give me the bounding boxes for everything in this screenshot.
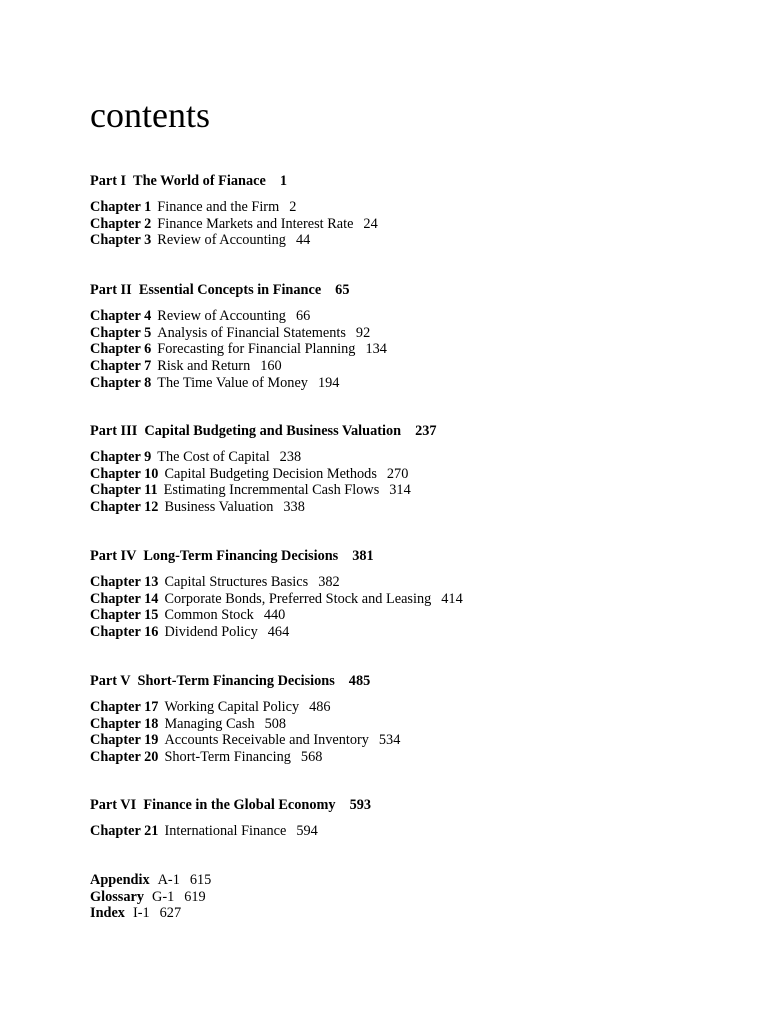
part-heading[interactable] [90,797,750,814]
part-page-number: 485 [348,673,371,689]
chapter-label: Chapter 19 [90,732,159,749]
part-label: Part III [90,423,138,439]
chapter-page-number: 238 [279,449,302,465]
chapter-title: Business Valuation [164,499,274,516]
chapter-page-number: 508 [264,715,287,732]
part-heading[interactable] [90,673,750,690]
chapter-page-number: 160 [260,358,282,375]
chapter-label: Chapter 5 [90,324,152,341]
chapter-label: Chapter 4 [90,308,152,324]
chapter-label: Chapter 2 [90,215,152,232]
part-name: Short-Term Financing Decisions [137,673,335,689]
chapter-entry[interactable] [90,823,750,840]
chapter-entry[interactable] [90,749,750,766]
part-page-number: 381 [352,548,374,564]
chapter-entry[interactable] [90,466,750,483]
chapter-page-number: 486 [309,699,331,715]
part-page-number: 65 [335,282,350,298]
part-label: Part V [90,673,131,689]
part-name: Finance in the Global Economy [143,797,336,813]
chapter-entry[interactable] [90,574,750,591]
chapter-label: Chapter 17 [90,699,159,715]
part-name: Long-Term Financing Decisions [143,548,339,564]
chapter-page-number: 270 [386,465,409,482]
back-matter-page-number: 627 [159,905,182,922]
chapter-title: Review of Accounting [157,308,286,324]
chapter-page-number: 594 [296,823,318,839]
back-matter-label: Index [90,905,125,922]
part-label: Part II [90,282,132,298]
chapter-label: Chapter 11 [90,482,158,499]
chapter-page-number: 2 [289,199,297,215]
part-name: The World of Fianace [133,173,266,189]
chapter-page-number: 134 [365,341,387,358]
chapter-page-number: 534 [378,732,401,749]
chapter-title: Capital Budgeting Decision Methods [164,465,377,482]
part-page-number: 593 [349,797,372,813]
chapter-label: Chapter 15 [90,607,159,624]
chapter-list [90,199,750,249]
back-matter-entry-glossary[interactable] [90,889,750,906]
chapter-label: Chapter 8 [90,374,152,391]
part-4 [90,548,750,641]
chapter-title: Managing Cash [164,715,255,732]
part-6 [90,797,750,840]
chapter-title: Accounts Receivable and Inventory [164,732,369,749]
chapter-page-number: 44 [295,232,311,249]
chapter-label: Chapter 14 [90,590,159,607]
chapter-entry[interactable] [90,624,750,641]
chapter-entry[interactable] [90,375,750,392]
part-label: Part I [90,173,127,189]
chapter-title: International Finance [164,823,287,839]
chapter-list [90,823,750,840]
part-5 [90,673,750,766]
chapter-label: Chapter 16 [90,624,159,641]
chapter-entry[interactable] [90,358,750,375]
chapter-label: Chapter 21 [90,823,159,839]
chapter-entry[interactable] [90,499,750,516]
chapter-entry[interactable] [90,216,750,233]
back-matter-list [90,872,750,922]
back-matter-page-number: 615 [189,872,212,888]
chapter-entry[interactable] [90,325,750,342]
chapter-entry[interactable] [90,699,750,716]
part-heading[interactable] [90,423,750,440]
back-matter-code: G-1 [152,888,175,905]
part-page-number: 237 [415,423,437,439]
chapter-title: Estimating Incremmental Cash Flows [163,482,380,499]
chapter-label: Chapter 20 [90,749,159,766]
chapter-title: Common Stock [164,607,254,624]
chapter-title: Finance Markets and Interest Rate [157,215,354,232]
chapter-title: The Cost of Capital [157,449,270,465]
chapter-entry[interactable] [90,232,750,249]
chapter-page-number: 464 [267,624,290,641]
chapter-list [90,449,750,516]
part-label: Part IV [90,548,137,564]
chapter-list [90,699,750,766]
part-3 [90,423,750,516]
back-matter-code: I-1 [132,905,150,922]
chapter-page-number: 568 [300,749,323,766]
part-heading[interactable] [90,548,750,565]
part-name: Essential Concepts in Finance [138,282,322,298]
chapter-label: Chapter 18 [90,715,159,732]
chapter-page-number: 66 [295,308,311,324]
chapter-entry[interactable] [90,591,750,608]
chapter-entry[interactable] [90,199,750,216]
chapter-entry[interactable] [90,482,750,499]
chapter-entry[interactable] [90,607,750,624]
chapter-page-number: 24 [363,215,378,232]
back-matter-entry-appendix[interactable] [90,872,750,889]
chapter-label: Chapter 10 [90,465,159,482]
part-1 [90,173,750,249]
page-title: contents [90,95,210,135]
chapter-page-number: 194 [317,374,340,391]
part-2 [90,282,750,391]
chapter-label: Chapter 3 [90,232,152,249]
chapter-title: Corporate Bonds, Preferred Stock and Leasing [164,590,432,607]
chapter-label: Chapter 12 [90,499,159,516]
chapter-title: Forecasting for Financial Planning [157,341,356,358]
chapter-title: Capital Structures Basics [164,574,309,590]
part-heading[interactable] [90,282,750,299]
chapter-entry[interactable] [90,449,750,466]
chapter-page-number: 440 [263,607,286,624]
chapter-entry[interactable] [90,732,750,749]
chapter-page-number: 92 [355,324,371,341]
chapter-title: Finance and the Firm [157,199,280,215]
chapter-label: Chapter 13 [90,574,159,590]
chapter-title: Dividend Policy [164,624,258,641]
chapter-title: Short-Term Financing [164,749,291,766]
chapter-list [90,574,750,641]
chapter-label: Chapter 7 [90,358,152,375]
chapter-title: Analysis of Financial Statements [157,324,346,341]
back-matter-page-number: 619 [184,888,206,905]
part-heading[interactable] [90,173,750,190]
chapter-label: Chapter 6 [90,341,152,358]
chapter-title: Risk and Return [157,358,251,375]
chapter-entry[interactable] [90,341,750,358]
chapter-entry[interactable] [90,716,750,733]
chapter-label: Chapter 9 [90,449,152,465]
chapter-page-number: 382 [318,574,340,590]
chapter-title: The Time Value of Money [157,374,308,391]
back-matter-code: A-1 [157,872,180,888]
chapter-page-number: 338 [283,499,305,516]
chapter-page-number: 314 [389,482,411,499]
part-name: Capital Budgeting and Business Valuation [144,423,402,439]
chapter-entry[interactable] [90,308,750,325]
chapter-title: Review of Accounting [157,232,286,249]
chapter-title: Working Capital Policy [164,699,300,715]
back-matter-label: Appendix [90,872,150,888]
chapter-page-number: 414 [441,590,463,607]
back-matter-entry-index[interactable] [90,905,750,922]
back-matter-label: Glossary [90,888,145,905]
chapter-list [90,308,750,391]
part-page-number: 1 [279,173,287,189]
part-label: Part VI [90,797,137,813]
chapter-label: Chapter 1 [90,199,152,215]
